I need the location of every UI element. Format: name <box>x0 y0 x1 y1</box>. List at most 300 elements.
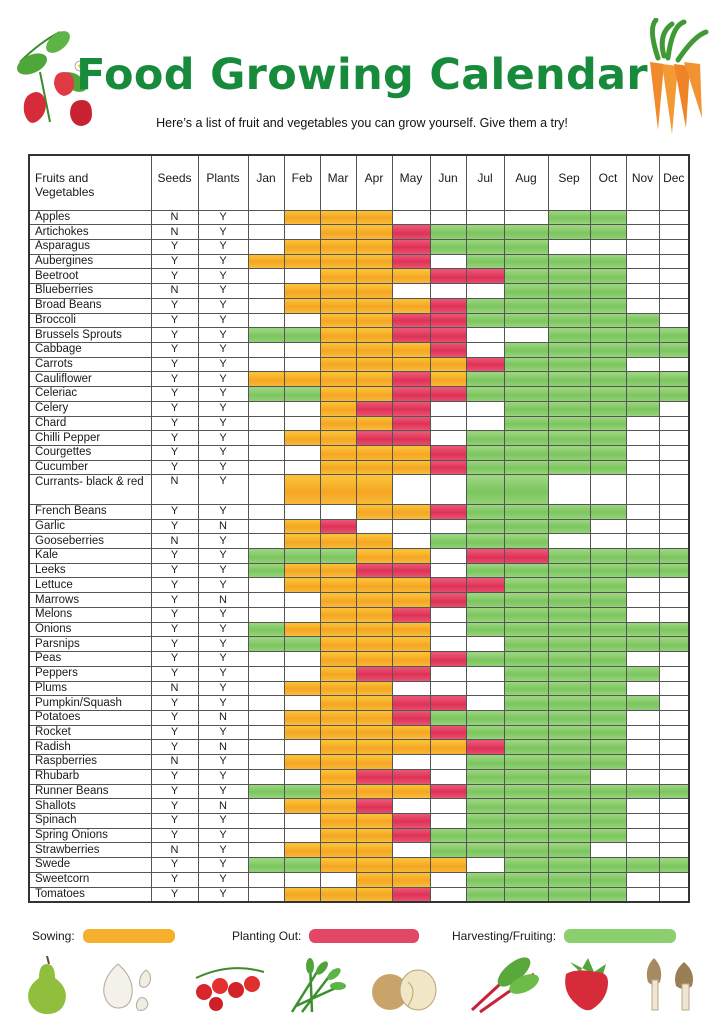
plants-cell: Y <box>198 504 248 519</box>
harvesting-cell <box>284 858 320 873</box>
empty-month-cell <box>248 740 284 755</box>
empty-month-cell <box>284 666 320 681</box>
harvesting-cell <box>548 387 590 402</box>
harvesting-cell <box>590 416 626 431</box>
empty-month-cell <box>659 210 689 225</box>
empty-month-cell <box>466 284 504 299</box>
sowing-cell <box>356 858 392 873</box>
harvesting-cell <box>548 652 590 667</box>
plants-cell: Y <box>198 769 248 784</box>
plants-cell: Y <box>198 813 248 828</box>
sowing-cell <box>284 534 320 549</box>
harvesting-cell <box>626 696 659 711</box>
harvesting-cell <box>590 446 626 461</box>
harvesting-cell <box>590 784 626 799</box>
column-header-month: Jun <box>430 155 466 210</box>
sowing-cell <box>284 725 320 740</box>
planting-out-cell <box>392 813 430 828</box>
column-header-month: Apr <box>356 155 392 210</box>
seeds-cell: Y <box>151 549 198 564</box>
harvesting-cell <box>320 549 356 564</box>
empty-month-cell <box>659 755 689 770</box>
crop-name-cell: Parsnips <box>29 637 151 652</box>
empty-month-cell <box>284 696 320 711</box>
harvesting-cell <box>248 637 284 652</box>
empty-month-cell <box>248 534 284 549</box>
table-row <box>29 284 689 299</box>
seeds-cell: Y <box>151 813 198 828</box>
seeds-cell: N <box>151 210 198 225</box>
harvesting-cell <box>626 563 659 578</box>
harvesting-cell <box>590 269 626 284</box>
planting-out-cell <box>392 401 430 416</box>
harvesting-cell <box>548 313 590 328</box>
sowing-cell <box>284 622 320 637</box>
harvesting-cell <box>590 460 626 475</box>
crop-name-cell: Leeks <box>29 563 151 578</box>
harvesting-cell <box>590 696 626 711</box>
harvesting-cell <box>590 357 626 372</box>
empty-month-cell <box>626 239 659 254</box>
crop-name-cell: Chilli Pepper <box>29 431 151 446</box>
empty-month-cell <box>659 872 689 887</box>
plants-cell: Y <box>198 416 248 431</box>
harvesting-cell <box>504 460 548 475</box>
empty-month-cell <box>430 681 466 696</box>
empty-month-cell <box>659 239 689 254</box>
empty-month-cell <box>248 872 284 887</box>
harvesting-cell <box>466 607 504 622</box>
empty-month-cell <box>284 769 320 784</box>
cherry-tomatoes-illustration <box>190 958 270 1016</box>
harvesting-cell <box>659 387 689 402</box>
harvesting-cell <box>466 239 504 254</box>
harvesting-cell <box>548 637 590 652</box>
empty-month-cell <box>248 666 284 681</box>
empty-month-cell <box>590 534 626 549</box>
sowing-cell <box>320 401 356 416</box>
empty-month-cell <box>659 710 689 725</box>
crop-name-cell: Lettuce <box>29 578 151 593</box>
plants-cell: Y <box>198 563 248 578</box>
empty-month-cell <box>626 652 659 667</box>
strawberry-illustration <box>556 952 622 1016</box>
empty-month-cell <box>430 401 466 416</box>
empty-month-cell <box>626 872 659 887</box>
seeds-cell: N <box>151 755 198 770</box>
harvesting-cell <box>626 387 659 402</box>
sowing-cell <box>392 269 430 284</box>
empty-month-cell <box>590 239 626 254</box>
plants-cell: Y <box>198 328 248 343</box>
seeds-cell: N <box>151 534 198 549</box>
planting-out-cell <box>392 710 430 725</box>
empty-month-cell <box>430 210 466 225</box>
empty-month-cell <box>626 416 659 431</box>
harvesting-cell <box>626 858 659 873</box>
seeds-cell: Y <box>151 578 198 593</box>
table-row <box>29 784 689 799</box>
planting-out-cell <box>392 372 430 387</box>
column-header-month: Nov <box>626 155 659 210</box>
plants-cell: N <box>198 519 248 534</box>
harvesting-cell <box>430 239 466 254</box>
sowing-cell <box>320 887 356 902</box>
crop-name-cell: Cucumber <box>29 460 151 475</box>
plants-cell: Y <box>198 372 248 387</box>
seeds-cell: Y <box>151 431 198 446</box>
empty-month-cell <box>659 828 689 843</box>
crop-name-cell: Pumpkin/Squash <box>29 696 151 711</box>
crop-name-cell: Asparagus <box>29 239 151 254</box>
sowing-cell <box>356 578 392 593</box>
empty-month-cell <box>248 431 284 446</box>
sowing-cell <box>284 254 320 269</box>
sowing-cell <box>320 769 356 784</box>
table-row <box>29 225 689 240</box>
harvesting-cell <box>284 328 320 343</box>
empty-month-cell <box>626 887 659 902</box>
harvesting-cell <box>466 298 504 313</box>
empty-month-cell <box>626 828 659 843</box>
crop-name-cell: Garlic <box>29 519 151 534</box>
seeds-cell: Y <box>151 342 198 357</box>
crop-name-cell: Swede <box>29 858 151 873</box>
empty-month-cell <box>430 622 466 637</box>
planting-out-cell <box>356 563 392 578</box>
empty-month-cell <box>626 298 659 313</box>
plants-cell: Y <box>198 534 248 549</box>
harvesting-cell <box>466 872 504 887</box>
empty-month-cell <box>248 725 284 740</box>
column-header-plants: Plants <box>198 155 248 210</box>
sowing-cell <box>356 475 392 504</box>
planting-out-cell <box>392 887 430 902</box>
harvesting-cell <box>590 858 626 873</box>
sowing-cell <box>284 681 320 696</box>
planting-out-cell <box>466 740 504 755</box>
harvesting-cell <box>659 637 689 652</box>
sowing-cell <box>284 284 320 299</box>
empty-month-cell <box>659 254 689 269</box>
sowing-cell <box>430 357 466 372</box>
empty-month-cell <box>248 828 284 843</box>
harvesting-cell <box>466 387 504 402</box>
crop-name-cell: Courgettes <box>29 446 151 461</box>
empty-month-cell <box>659 475 689 504</box>
planting-out-cell <box>430 784 466 799</box>
harvesting-cell <box>548 254 590 269</box>
empty-month-cell <box>430 254 466 269</box>
crop-name-cell: Cauliflower <box>29 372 151 387</box>
sowing-cell <box>320 313 356 328</box>
seeds-cell: Y <box>151 799 198 814</box>
table-row <box>29 725 689 740</box>
sowing-cell <box>284 431 320 446</box>
harvesting-cell <box>504 254 548 269</box>
empty-month-cell <box>626 519 659 534</box>
harvesting-cell <box>548 460 590 475</box>
table-row <box>29 769 689 784</box>
planting-out-cell <box>430 725 466 740</box>
seeds-cell: Y <box>151 622 198 637</box>
column-header-seeds: Seeds <box>151 155 198 210</box>
harvesting-cell <box>590 799 626 814</box>
empty-month-cell <box>248 652 284 667</box>
crop-name-cell: Raspberries <box>29 755 151 770</box>
harvesting-cell <box>430 534 466 549</box>
harvesting-cell <box>504 431 548 446</box>
planting-out-cell <box>392 431 430 446</box>
sowing-cell <box>248 254 284 269</box>
empty-month-cell <box>430 549 466 564</box>
empty-month-cell <box>430 755 466 770</box>
empty-month-cell <box>320 872 356 887</box>
empty-month-cell <box>392 681 430 696</box>
sowing-cell <box>248 372 284 387</box>
empty-month-cell <box>284 225 320 240</box>
column-header-month: Oct <box>590 155 626 210</box>
table-row <box>29 549 689 564</box>
harvesting-cell <box>548 446 590 461</box>
empty-month-cell <box>392 210 430 225</box>
empty-month-cell <box>626 843 659 858</box>
empty-month-cell <box>248 269 284 284</box>
planting-out-cell <box>430 446 466 461</box>
sowing-cell <box>356 637 392 652</box>
planting-out-cell <box>430 578 466 593</box>
harvesting-cell <box>659 342 689 357</box>
seeds-cell: Y <box>151 313 198 328</box>
sowing-cell <box>392 357 430 372</box>
column-header-month: Mar <box>320 155 356 210</box>
sowing-cell <box>392 652 430 667</box>
empty-month-cell <box>248 284 284 299</box>
harvesting-cell <box>626 313 659 328</box>
table-row <box>29 578 689 593</box>
harvesting-cell <box>626 784 659 799</box>
empty-month-cell <box>659 357 689 372</box>
sowing-cell <box>356 298 392 313</box>
empty-month-cell <box>466 328 504 343</box>
empty-month-cell <box>659 843 689 858</box>
sowing-cell <box>320 666 356 681</box>
empty-month-cell <box>248 769 284 784</box>
sowing-cell <box>356 813 392 828</box>
sowing-cell <box>320 254 356 269</box>
seeds-cell: Y <box>151 887 198 902</box>
empty-month-cell <box>659 799 689 814</box>
planting-out-cell <box>466 269 504 284</box>
sowing-cell <box>356 239 392 254</box>
empty-month-cell <box>659 416 689 431</box>
seeds-cell: Y <box>151 784 198 799</box>
empty-month-cell <box>659 740 689 755</box>
harvesting-cell <box>590 225 626 240</box>
harvesting-cell <box>659 622 689 637</box>
sowing-cell <box>320 622 356 637</box>
page-title: Food Growing Calendar <box>76 50 648 100</box>
harvesting-cell <box>504 475 548 504</box>
empty-month-cell <box>284 460 320 475</box>
sowing-cell <box>320 652 356 667</box>
empty-month-cell <box>430 887 466 902</box>
empty-month-cell <box>284 828 320 843</box>
plants-cell: Y <box>198 843 248 858</box>
planting-out-cell <box>392 828 430 843</box>
empty-month-cell <box>659 401 689 416</box>
plants-cell: Y <box>198 872 248 887</box>
harvesting-cell <box>548 858 590 873</box>
seeds-cell: Y <box>151 769 198 784</box>
harvesting-cell <box>548 225 590 240</box>
table-header-row <box>29 155 689 210</box>
sowing-cell <box>284 755 320 770</box>
empty-month-cell <box>284 446 320 461</box>
empty-month-cell <box>392 843 430 858</box>
harvesting-cell <box>626 401 659 416</box>
plants-cell: Y <box>198 446 248 461</box>
crop-name-cell: Broccoli <box>29 313 151 328</box>
harvesting-cell <box>590 607 626 622</box>
sowing-cell <box>284 298 320 313</box>
sowing-cell <box>392 460 430 475</box>
legend-harvesting-swatch <box>564 929 676 943</box>
seeds-cell: Y <box>151 872 198 887</box>
harvesting-cell <box>504 269 548 284</box>
harvesting-cell <box>548 828 590 843</box>
sowing-cell <box>392 446 430 461</box>
harvesting-cell <box>548 799 590 814</box>
empty-month-cell <box>659 666 689 681</box>
chard-illustration <box>464 952 540 1014</box>
plants-cell: Y <box>198 637 248 652</box>
empty-month-cell <box>320 504 356 519</box>
empty-month-cell <box>248 225 284 240</box>
crop-name-cell: Celery <box>29 401 151 416</box>
empty-month-cell <box>248 504 284 519</box>
empty-month-cell <box>284 872 320 887</box>
empty-month-cell <box>626 225 659 240</box>
empty-month-cell <box>248 210 284 225</box>
empty-month-cell <box>248 342 284 357</box>
sowing-cell <box>284 210 320 225</box>
harvesting-cell <box>590 887 626 902</box>
sowing-cell <box>320 563 356 578</box>
harvesting-cell <box>466 784 504 799</box>
table-row <box>29 858 689 873</box>
empty-month-cell <box>659 696 689 711</box>
harvesting-cell <box>504 372 548 387</box>
table-row <box>29 887 689 902</box>
empty-month-cell <box>430 799 466 814</box>
harvesting-cell <box>248 622 284 637</box>
harvesting-cell <box>626 549 659 564</box>
seeds-cell: Y <box>151 460 198 475</box>
sowing-cell <box>320 858 356 873</box>
garlic-illustration <box>96 958 162 1016</box>
table-row <box>29 843 689 858</box>
crop-name-cell: Chard <box>29 416 151 431</box>
harvesting-cell <box>548 298 590 313</box>
crop-name-cell: Kale <box>29 549 151 564</box>
harvesting-cell <box>626 637 659 652</box>
harvesting-cell <box>504 607 548 622</box>
empty-month-cell <box>466 637 504 652</box>
table-row <box>29 475 689 504</box>
crop-name-cell: Apples <box>29 210 151 225</box>
empty-month-cell <box>284 740 320 755</box>
empty-month-cell <box>248 460 284 475</box>
empty-month-cell <box>430 666 466 681</box>
harvesting-cell <box>504 725 548 740</box>
harvesting-cell <box>590 725 626 740</box>
plants-cell: Y <box>198 313 248 328</box>
harvesting-cell <box>504 843 548 858</box>
planting-out-cell <box>356 431 392 446</box>
harvesting-cell <box>248 387 284 402</box>
empty-month-cell <box>626 593 659 608</box>
harvesting-cell <box>504 652 548 667</box>
harvesting-cell <box>590 313 626 328</box>
seeds-cell: N <box>151 284 198 299</box>
growing-calendar-table <box>28 154 690 903</box>
harvesting-cell <box>548 740 590 755</box>
empty-month-cell <box>284 313 320 328</box>
empty-month-cell <box>626 504 659 519</box>
sowing-cell <box>392 593 430 608</box>
table-row <box>29 387 689 402</box>
harvesting-cell <box>504 887 548 902</box>
harvesting-cell <box>548 607 590 622</box>
harvesting-cell <box>590 372 626 387</box>
seeds-cell: N <box>151 681 198 696</box>
harvesting-cell <box>504 563 548 578</box>
harvesting-cell <box>548 843 590 858</box>
harvesting-cell <box>626 372 659 387</box>
plants-cell: Y <box>198 387 248 402</box>
empty-month-cell <box>626 681 659 696</box>
crop-name-cell: Beetroot <box>29 269 151 284</box>
crop-name-cell: French Beans <box>29 504 151 519</box>
table-row <box>29 622 689 637</box>
empty-month-cell <box>659 446 689 461</box>
harvesting-cell <box>284 549 320 564</box>
harvesting-cell <box>248 549 284 564</box>
plants-cell: Y <box>198 431 248 446</box>
planting-out-cell <box>320 519 356 534</box>
table-row <box>29 298 689 313</box>
sowing-cell <box>392 740 430 755</box>
harvesting-cell <box>548 710 590 725</box>
harvesting-cell <box>659 784 689 799</box>
sowing-cell <box>320 607 356 622</box>
planting-out-cell <box>430 387 466 402</box>
empty-month-cell <box>248 475 284 504</box>
crop-name-cell: Aubergines <box>29 254 151 269</box>
harvesting-cell <box>548 622 590 637</box>
harvesting-cell <box>504 578 548 593</box>
column-header-month: Feb <box>284 155 320 210</box>
harvesting-cell <box>548 696 590 711</box>
sowing-cell <box>356 357 392 372</box>
harvesting-cell <box>548 372 590 387</box>
plants-cell: Y <box>198 652 248 667</box>
empty-month-cell <box>430 519 466 534</box>
sowing-cell <box>320 578 356 593</box>
table-row <box>29 799 689 814</box>
crop-name-cell: Artichokes <box>29 225 151 240</box>
